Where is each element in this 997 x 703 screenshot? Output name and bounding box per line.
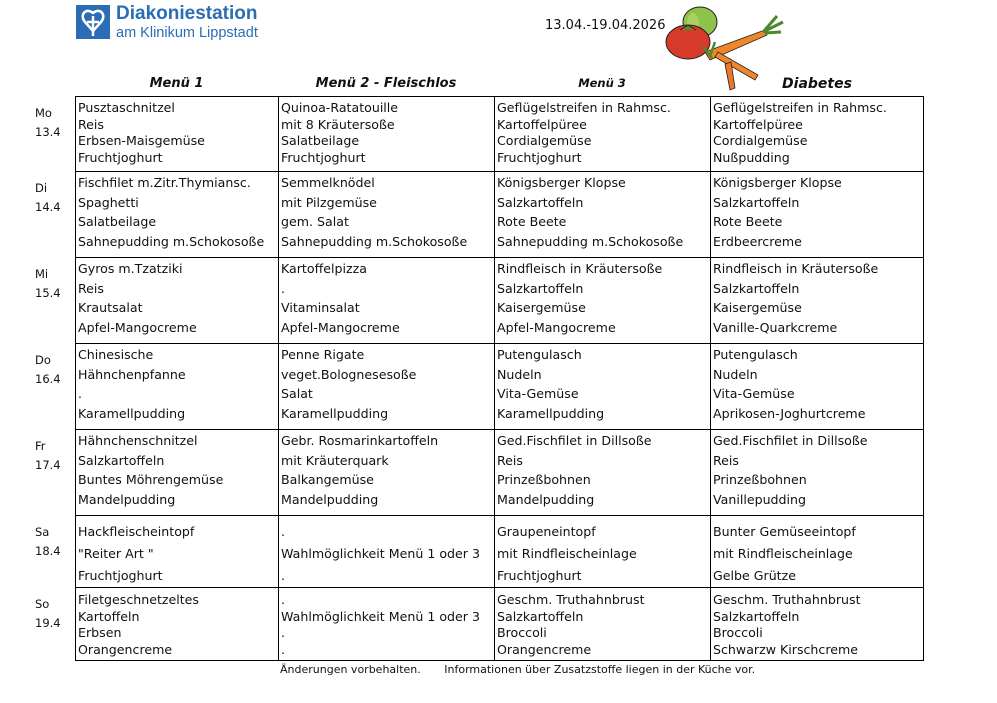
menu-item: Salzkartoffeln bbox=[713, 608, 800, 624]
day-label bbox=[35, 437, 61, 475]
menu-cell bbox=[75, 171, 279, 258]
footer-note-changes: Änderungen vorbehalten. bbox=[280, 663, 421, 676]
footer-note-additives: Informationen über Zusatzstoffe liegen in der Küche vor. bbox=[444, 663, 756, 676]
menu-item: Prinzeßbohnen bbox=[713, 472, 807, 487]
menu-item: Nudeln bbox=[713, 366, 758, 382]
day-label bbox=[35, 595, 61, 633]
day-name: Mo bbox=[35, 106, 52, 120]
menu-item: Pusztaschnitzel bbox=[78, 100, 175, 115]
menu-item: Kartoffelpüree bbox=[713, 116, 803, 132]
menu-item: Orangencreme bbox=[497, 641, 592, 657]
menu-cell bbox=[278, 587, 495, 661]
day-label bbox=[35, 179, 61, 217]
menu-item: Kartoffelpizza bbox=[281, 261, 367, 276]
menu-item: Vanillepudding bbox=[713, 491, 807, 507]
menu-item: Sahnepudding m.Schokosoße bbox=[78, 233, 265, 249]
column-header-menu-3: Menü 3 bbox=[578, 76, 626, 90]
menu-item: Salzkartoffeln bbox=[497, 194, 584, 210]
menu-item: Apfel-Mangocreme bbox=[497, 319, 616, 335]
menu-item: Erbsen bbox=[78, 625, 122, 640]
menu-cell bbox=[494, 343, 711, 430]
day-date: 15.4 bbox=[35, 286, 61, 300]
menu-item: Fruchtjoghurt bbox=[281, 149, 366, 165]
menu-item: Geschm. Truthahnbrust bbox=[497, 592, 645, 607]
menu-item: . bbox=[281, 641, 286, 657]
menu-item: Sahnepudding m.Schokosoße bbox=[497, 233, 684, 249]
menu-item: Königsberger Klopse bbox=[497, 175, 626, 190]
menu-cell bbox=[278, 171, 495, 258]
menu-item: "Reiter Art " bbox=[78, 546, 154, 561]
menu-item: Filetgeschnetzeltes bbox=[78, 592, 199, 607]
day-date: 17.4 bbox=[35, 458, 61, 472]
menu-item: Gebr. Rosmarinkartoffeln bbox=[281, 433, 439, 448]
day-label bbox=[35, 104, 61, 142]
diakonie-logo-icon bbox=[76, 5, 110, 39]
day-label bbox=[35, 351, 61, 389]
menu-cell bbox=[494, 171, 711, 258]
menu-item: Vanille-Quarkcreme bbox=[713, 319, 838, 335]
menu-item: Rindfleisch in Kräutersoße bbox=[713, 261, 879, 276]
org-subtitle: am Klinikum Lippstadt bbox=[116, 25, 258, 41]
menu-item: gem. Salat bbox=[281, 214, 349, 229]
menu-item: Hackfleischeintopf bbox=[78, 524, 195, 539]
day-name: Sa bbox=[35, 525, 50, 539]
menu-cell bbox=[75, 515, 279, 588]
day-date: 13.4 bbox=[35, 125, 61, 139]
menu-item: Chinesische bbox=[78, 347, 154, 362]
menu-cell bbox=[494, 515, 711, 588]
menu-item: Ged.Fischfilet in Dillsoße bbox=[497, 433, 652, 448]
menu-item: . bbox=[281, 524, 286, 539]
date-range: 13.04.-19.04.2026 bbox=[545, 18, 666, 33]
menu-item: Reis bbox=[713, 452, 739, 468]
menu-item: Vita-Gemüse bbox=[497, 386, 579, 401]
menu-item: Fruchtjoghurt bbox=[497, 149, 582, 165]
menu-item: Spaghetti bbox=[78, 194, 139, 210]
day-label bbox=[35, 523, 61, 561]
day-name: Mi bbox=[35, 267, 49, 281]
menu-item: Salzkartoffeln bbox=[78, 452, 165, 468]
menu-cell bbox=[75, 257, 279, 344]
menu-item: Fruchtjoghurt bbox=[78, 149, 163, 165]
menu-item: Graupeneintopf bbox=[497, 524, 596, 539]
menu-cell bbox=[75, 343, 279, 430]
menu-cell bbox=[710, 515, 924, 588]
menu-item: Rote Beete bbox=[497, 214, 567, 229]
menu-item: Broccoli bbox=[497, 625, 547, 640]
day-name: Fr bbox=[35, 439, 46, 453]
menu-item: Rote Beete bbox=[713, 214, 783, 229]
menu-item: Salatbeilage bbox=[78, 214, 157, 229]
menu-item: Krautsalat bbox=[78, 300, 143, 315]
menu-cell bbox=[278, 96, 495, 172]
day-date: 19.4 bbox=[35, 616, 61, 630]
menu-item: Karamellpudding bbox=[78, 405, 186, 421]
menu-item: Geflügelstreifen in Rahmsc. bbox=[497, 100, 671, 115]
menu-item: . bbox=[281, 568, 286, 583]
menu-item: Salzkartoffeln bbox=[497, 280, 584, 296]
menu-item: Gyros m.Tzatziki bbox=[78, 261, 183, 276]
menu-item: mit Pilzgemüse bbox=[281, 194, 377, 210]
menu-item: Vita-Gemüse bbox=[713, 386, 795, 401]
menu-item: Semmelknödel bbox=[281, 175, 375, 190]
menu-item: Nußpudding bbox=[713, 149, 790, 165]
menu-item: Nudeln bbox=[497, 366, 542, 382]
menu-item: . bbox=[281, 280, 286, 296]
menu-item: Schwarzw Kirschcreme bbox=[713, 641, 859, 657]
menu-item: Ged.Fischfilet in Dillsoße bbox=[713, 433, 868, 448]
menu-cell bbox=[710, 343, 924, 430]
menu-item: Hähnchenschnitzel bbox=[78, 433, 198, 448]
menu-cell bbox=[710, 171, 924, 258]
column-header-diabetes: Diabetes bbox=[782, 76, 852, 92]
day-name: Do bbox=[35, 353, 51, 367]
menu-cell bbox=[75, 429, 279, 516]
day-name: Di bbox=[35, 181, 48, 195]
menu-item: Putengulasch bbox=[497, 347, 582, 362]
menu-item: Kartoffeln bbox=[78, 608, 140, 624]
menu-item: Balkangemüse bbox=[281, 472, 374, 487]
menu-cell bbox=[75, 587, 279, 661]
day-name: So bbox=[35, 597, 50, 611]
menu-item: Cordialgemüse bbox=[713, 133, 808, 148]
logo bbox=[76, 5, 296, 43]
day-date: 18.4 bbox=[35, 544, 61, 558]
menu-item: Mandelpudding bbox=[281, 491, 379, 507]
menu-item: Salat bbox=[281, 386, 313, 401]
menu-cell bbox=[278, 429, 495, 516]
menu-item: Prinzeßbohnen bbox=[497, 472, 591, 487]
menu-item: Fruchtjoghurt bbox=[78, 568, 163, 583]
menu-item: mit Kräuterquark bbox=[281, 452, 389, 468]
menu-cell bbox=[710, 96, 924, 172]
menu-item: mit 8 Kräutersoße bbox=[281, 116, 395, 132]
menu-item: Penne Rigate bbox=[281, 347, 365, 362]
menu-item: Karamellpudding bbox=[281, 405, 389, 421]
day-label bbox=[35, 265, 61, 303]
column-header-menu-2: Menü 2 - Fleischlos bbox=[315, 76, 457, 91]
menu-item: Gelbe Grütze bbox=[713, 568, 796, 583]
menu-item: Salzkartoffeln bbox=[497, 608, 584, 624]
menu-item: Fischfilet m.Zitr.Thymiansc. bbox=[78, 175, 251, 190]
menu-item: Orangencreme bbox=[78, 641, 173, 657]
menu-item: Salatbeilage bbox=[281, 133, 360, 148]
menu-item: Fruchtjoghurt bbox=[497, 568, 582, 583]
menu-item: Apfel-Mangocreme bbox=[78, 319, 197, 335]
menu-item: Geflügelstreifen in Rahmsc. bbox=[713, 100, 887, 115]
menu-item: Reis bbox=[497, 452, 523, 468]
menu-cell bbox=[710, 587, 924, 661]
menu-cell bbox=[494, 587, 711, 661]
menu-item: veget.Bolognesesoße bbox=[281, 366, 417, 382]
menu-item: Wahlmöglichkeit Menü 1 oder 3 bbox=[281, 608, 480, 624]
menu-item: Hähnchenpfanne bbox=[78, 366, 186, 382]
menu-item: . bbox=[281, 592, 286, 607]
menu-item: Kaisergemüse bbox=[497, 300, 586, 315]
menu-item: Salzkartoffeln bbox=[713, 280, 800, 296]
menu-item: Mandelpudding bbox=[497, 491, 595, 507]
menu-item: Rindfleisch in Kräutersoße bbox=[497, 261, 663, 276]
menu-item: Vitaminsalat bbox=[281, 300, 360, 315]
menu-item: Mandelpudding bbox=[78, 491, 176, 507]
menu-item: Erdbeercreme bbox=[713, 233, 802, 249]
menu-item: Kaisergemüse bbox=[713, 300, 802, 315]
menu-item: Quinoa-Ratatouille bbox=[281, 100, 399, 115]
menu-item: Buntes Möhrengemüse bbox=[78, 472, 224, 487]
menu-item: Wahlmöglichkeit Menü 1 oder 3 bbox=[281, 546, 480, 561]
menu-item: Salzkartoffeln bbox=[713, 194, 800, 210]
menu-cell bbox=[494, 257, 711, 344]
menu-item: Geschm. Truthahnbrust bbox=[713, 592, 861, 607]
menu-cell bbox=[278, 515, 495, 588]
day-date: 16.4 bbox=[35, 372, 61, 386]
menu-item: . bbox=[78, 386, 83, 401]
menu-cell bbox=[75, 96, 279, 172]
day-date: 14.4 bbox=[35, 200, 61, 214]
menu-item: Bunter Gemüseeintopf bbox=[713, 524, 856, 539]
org-name: Diakoniestation bbox=[116, 3, 258, 24]
menu-item: Apfel-Mangocreme bbox=[281, 319, 400, 335]
menu-cell bbox=[278, 257, 495, 344]
menu-cell bbox=[494, 429, 711, 516]
menu-item: . bbox=[281, 625, 286, 640]
menu-cell bbox=[710, 257, 924, 344]
menu-item: Reis bbox=[78, 280, 104, 296]
menu-item: Reis bbox=[78, 116, 104, 132]
menu-item: Putengulasch bbox=[713, 347, 798, 362]
menu-item: Kartoffelpüree bbox=[497, 116, 587, 132]
menu-item: Cordialgemüse bbox=[497, 133, 592, 148]
column-header-menu-1: Menü 1 bbox=[149, 76, 204, 91]
menu-item: mit Rindfleischeinlage bbox=[713, 546, 853, 561]
menu-item: Aprikosen-Joghurtcreme bbox=[713, 405, 866, 421]
menu-cell bbox=[494, 96, 711, 172]
menu-item: Karamellpudding bbox=[497, 405, 605, 421]
footer bbox=[280, 663, 755, 676]
menu-cell bbox=[278, 343, 495, 430]
menu-item: Sahnepudding m.Schokosoße bbox=[281, 233, 468, 249]
menu-cell bbox=[710, 429, 924, 516]
menu-item: Erbsen-Maisgemüse bbox=[78, 133, 205, 148]
menu-item: mit Rindfleischeinlage bbox=[497, 546, 637, 561]
menu-item: Königsberger Klopse bbox=[713, 175, 842, 190]
menu-item: Broccoli bbox=[713, 625, 763, 640]
